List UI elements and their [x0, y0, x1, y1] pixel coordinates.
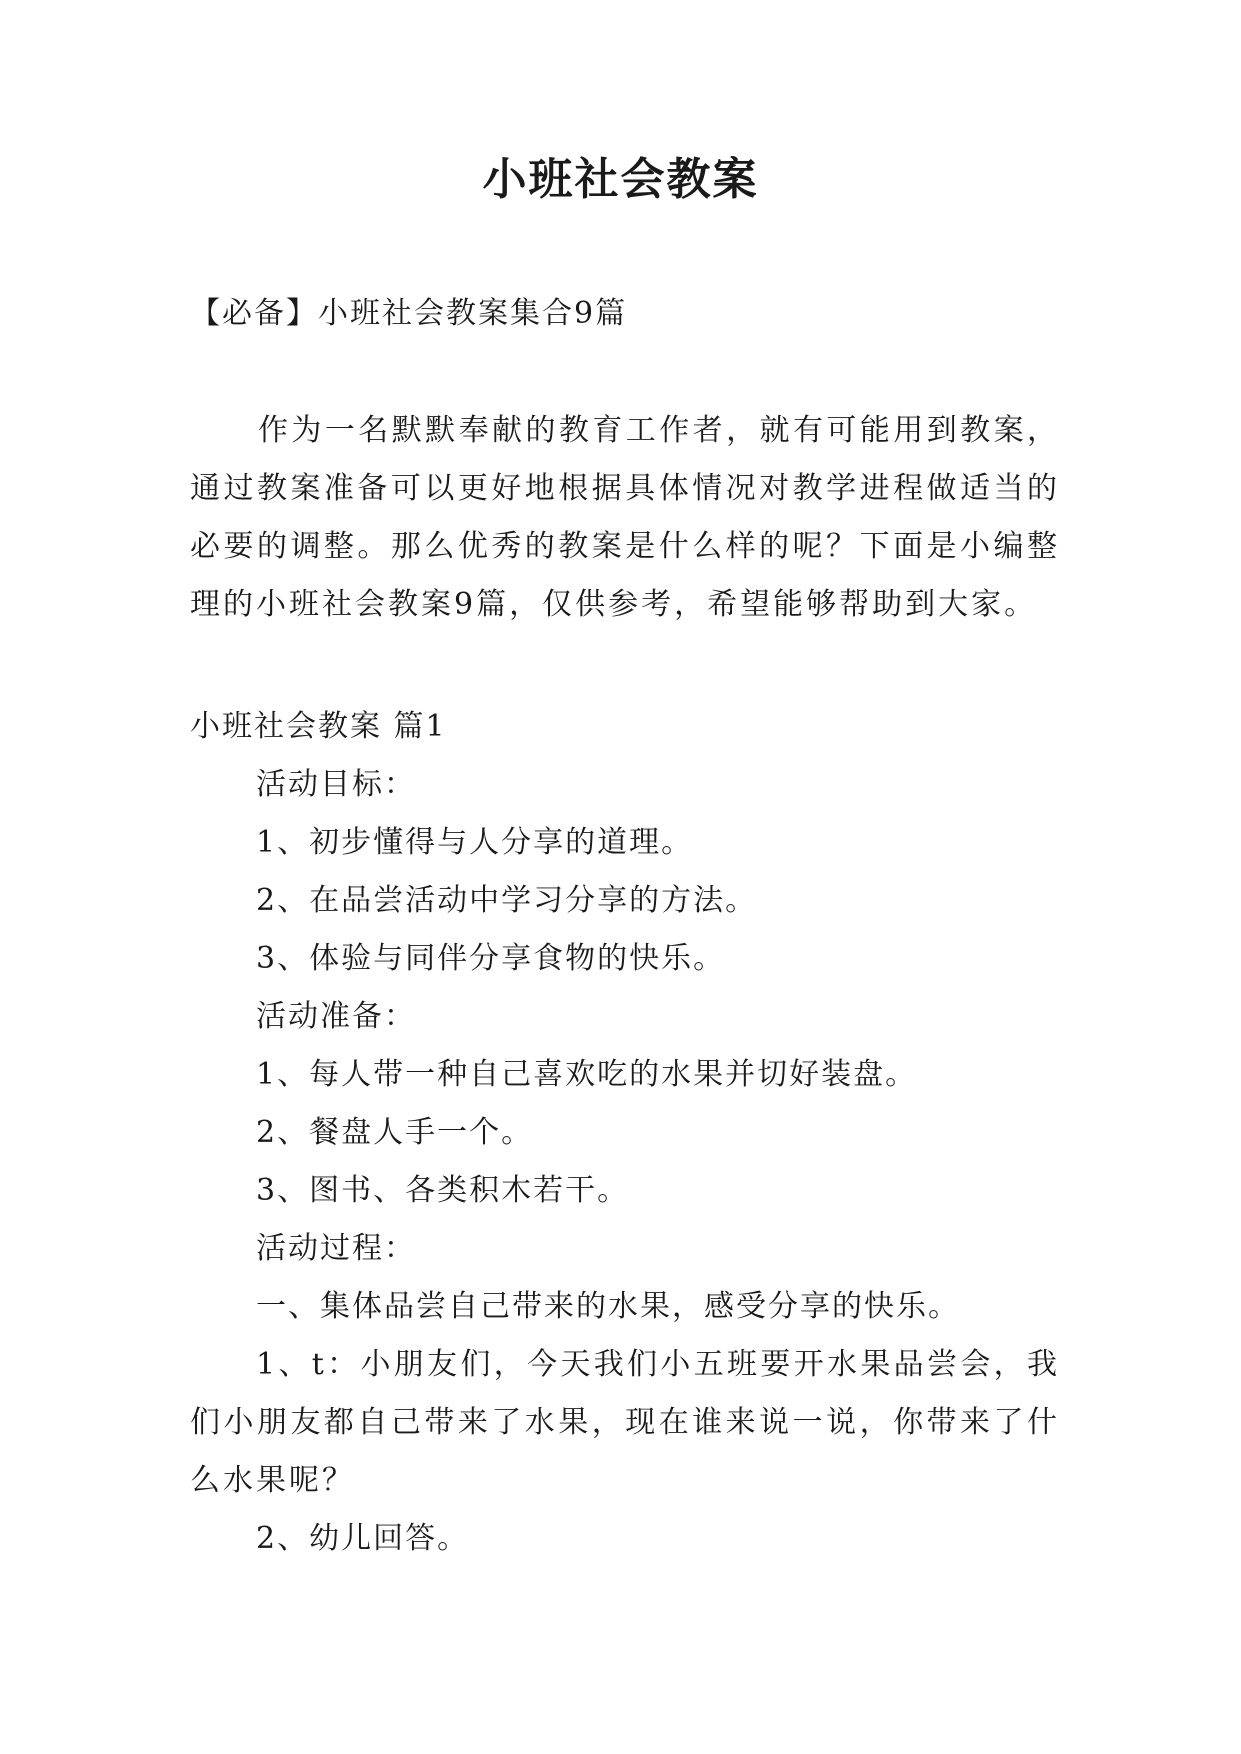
goal-item: 1、初步懂得与人分享的道理。 — [256, 825, 694, 860]
section-heading: 小班社会教案 篇1 — [190, 709, 447, 744]
prep-item: 2、餐盘人手一个。 — [256, 1115, 534, 1150]
document-subtitle: 【必备】小班社会教案集合9篇 — [190, 296, 628, 331]
goal-label: 活动目标： — [256, 767, 416, 802]
process-step: 一、集体品尝自己带来的水果，感受分享的快乐。 — [256, 1289, 960, 1324]
process-paragraph: 1、t：小朋友们，今天我们小五班要开水果品尝会，我们小朋友都自己带来了水果，现在谁来说一说，你带来了什么水果呢？ — [190, 1347, 1060, 1498]
page-title: 小班社会教案 — [482, 154, 759, 205]
goal-item: 3、体验与同伴分享食物的快乐。 — [256, 941, 726, 976]
prep-item: 3、图书、各类积木若干。 — [256, 1173, 630, 1208]
prep-item: 1、每人带一种自己喜欢吃的水果并切好装盘。 — [256, 1057, 918, 1092]
section-1 — [190, 698, 1070, 1568]
process-label: 活动过程： — [256, 1231, 416, 1266]
prep-label: 活动准备： — [256, 999, 416, 1034]
intro-paragraph: 作为一名默默奉献的教育工作者，就有可能用到教案，通过教案准备可以更好地根据具体情况对教学进程做适当的必要的调整。那么优秀的教案是什么样的呢？下面是小编整理的小班社会教案9篇，仅供参考，希望能够帮助到大家。 — [190, 413, 1060, 622]
process-paragraph: 2、幼儿回答。 — [256, 1521, 470, 1556]
goal-item: 2、在品尝活动中学习分享的方法。 — [256, 883, 758, 918]
